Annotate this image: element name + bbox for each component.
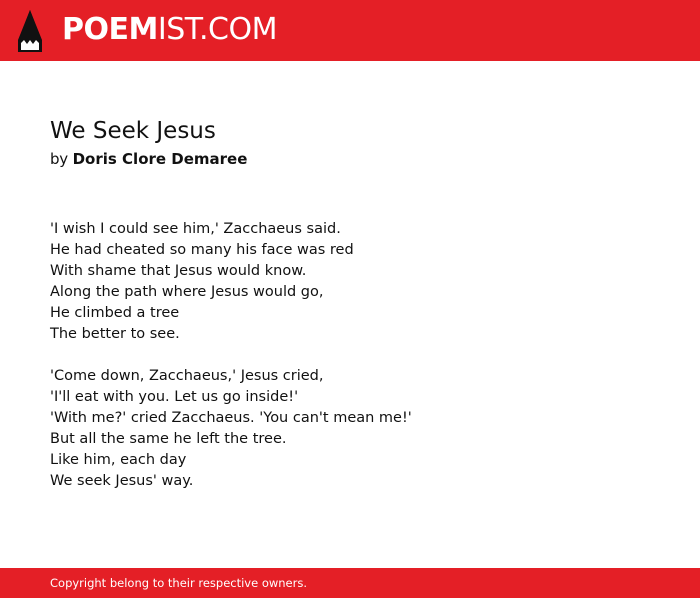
site-header [0,0,700,61]
byline-prefix: by [50,150,68,168]
poem-line: We seek Jesus' way. [50,473,194,489]
poem-byline [50,148,670,170]
poem-line: 'I wish I could see him,' Zacchaeus said. [50,221,341,237]
poem-stanza [50,366,670,492]
poem-line: 'With me?' cried Zacchaeus. 'You can't mean me!' [50,410,412,426]
site-logo[interactable] [62,12,277,48]
poem-line: 'I'll eat with you. Let us go inside!' [50,389,299,405]
poem-line: He climbed a tree [50,305,180,321]
pencil-tip-icon[interactable] [18,10,42,52]
poem-line: Like him, each day [50,452,187,468]
poem-line: The better to see. [50,326,180,342]
poem-stanza [50,219,670,345]
poem-title: We Seek Jesus [50,118,216,144]
poem-content [50,114,670,513]
site-footer [0,568,700,598]
poem-author: Doris Clore Demaree [72,150,248,168]
poem-line: 'Come down, Zacchaeus,' Jesus cried, [50,368,324,384]
poem-body [50,219,670,492]
copyright-notice: Copyright belong to their respective owners. [50,576,308,590]
logo-bold-text: POEM [62,12,158,47]
poem-line: But all the same he left the tree. [50,431,287,447]
logo-light-text: IST.COM [157,12,277,47]
poem-line: With shame that Jesus would know. [50,263,307,279]
poem-line: Along the path where Jesus would go, [50,284,324,300]
poem-line: He had cheated so many his face was red [50,242,354,258]
